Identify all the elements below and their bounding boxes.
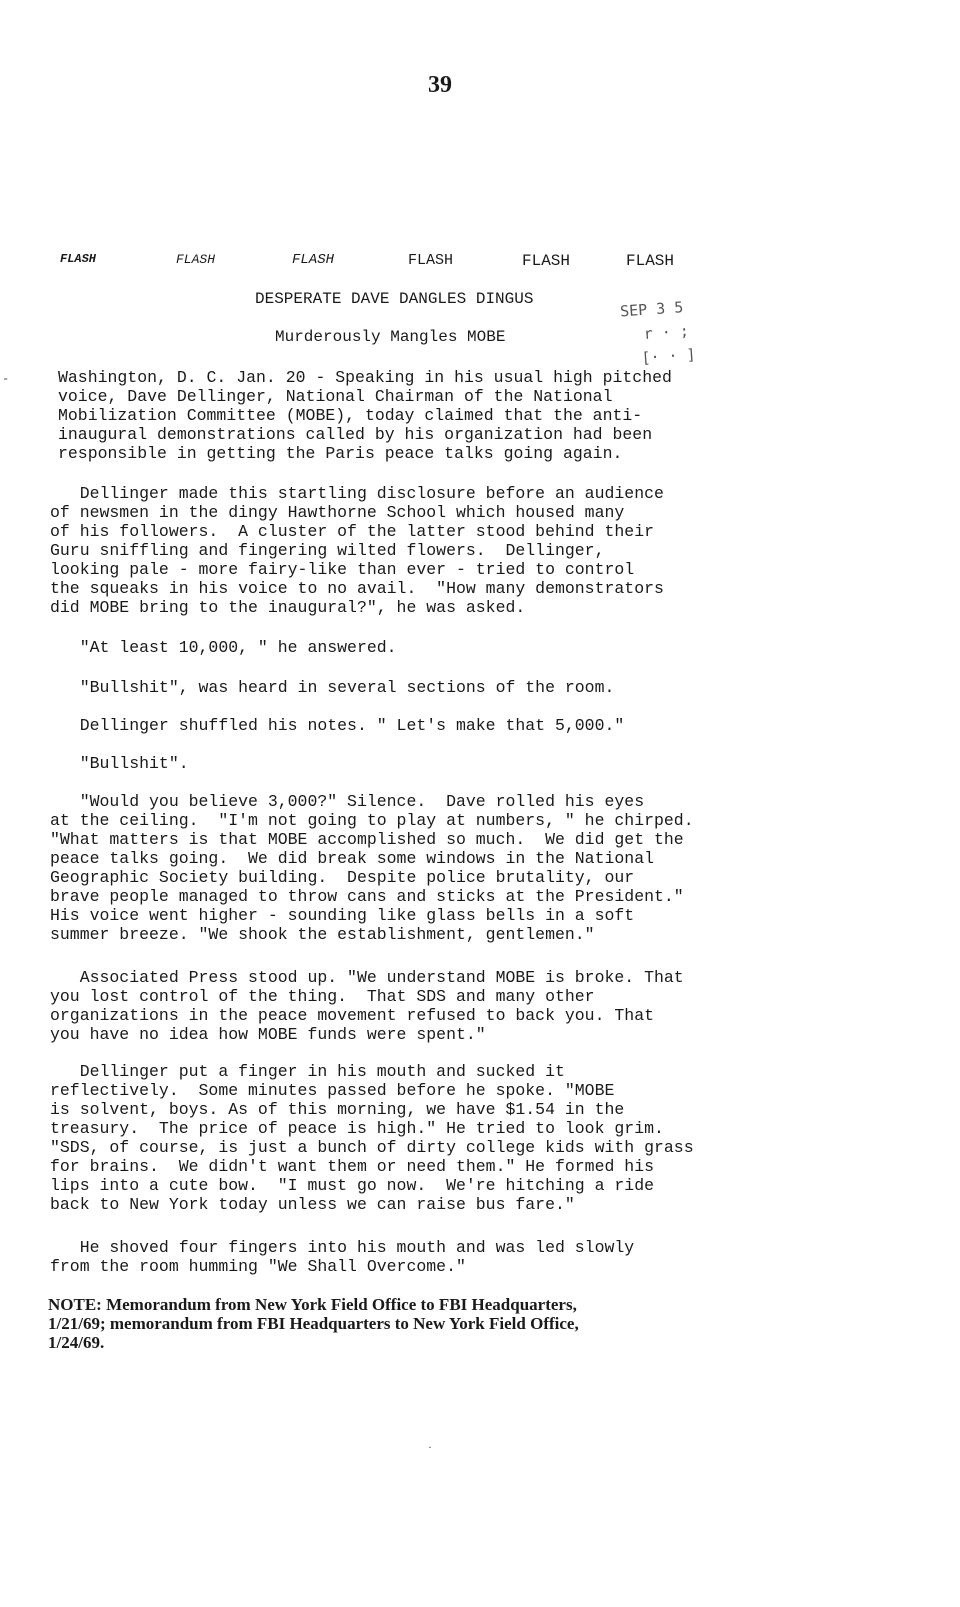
paragraph-line: looking pale - more fairy-like than ever - tried to control bbox=[50, 560, 635, 579]
flash-label: FLASH bbox=[522, 252, 571, 270]
source-note bbox=[48, 1295, 818, 1352]
note-line: NOTE: Memorandum from New York Field Office to FBI Headquarters, bbox=[48, 1295, 577, 1314]
flash-label: FLASH bbox=[626, 252, 675, 270]
paragraph-line: brave people managed to throw cans and sticks at the President." bbox=[50, 887, 684, 906]
paragraph-line: Associated Press stood up. "We understand MOBE is broke. That bbox=[50, 968, 684, 987]
paragraph-line: Geographic Society building. Despite police brutality, our bbox=[50, 868, 635, 887]
note-line: 1/21/69; memorandum from FBI Headquarters to New York Field Office, bbox=[48, 1314, 579, 1333]
flash-label: FLASH bbox=[408, 252, 454, 269]
stamp-line: r · ; bbox=[643, 321, 690, 343]
received-stamp bbox=[619, 293, 724, 380]
paragraph-line: for brains. We didn't want them or need them." He formed his bbox=[50, 1157, 654, 1176]
paragraph-line: you have no idea how MOBE funds were spent." bbox=[50, 1025, 486, 1044]
paragraph-line: Guru sniffling and fingering wilted flowers. Dellinger, bbox=[50, 541, 605, 560]
paragraph-line: Dellinger shuffled his notes. " Let's make that 5,000." bbox=[50, 716, 625, 735]
stamp-line: SEP 3 5 bbox=[619, 298, 684, 321]
paragraph-line: voice, Dave Dellinger, National Chairman of the National bbox=[58, 387, 613, 406]
stamp-line: [· · ] bbox=[640, 345, 697, 368]
paragraph-line: Dellinger put a finger in his mouth and sucked it bbox=[50, 1062, 565, 1081]
paragraph-line: "Bullshit". bbox=[50, 754, 189, 773]
paragraph-line: back to New York today unless we can raise bus fare." bbox=[50, 1195, 575, 1214]
paragraph-line: "SDS, of course, is just a bunch of dirty college kids with grass bbox=[50, 1138, 694, 1157]
paragraph-line: He shoved four fingers into his mouth and was led slowly bbox=[50, 1238, 635, 1257]
paragraph-line: His voice went higher - sounding like glass bells in a soft bbox=[50, 906, 635, 925]
paragraph-line: did MOBE bring to the inaugural?", he was asked. bbox=[50, 598, 526, 617]
paragraph-line: reflectively. Some minutes passed before he spoke. "MOBE bbox=[50, 1081, 615, 1100]
footer-mark: · bbox=[428, 1440, 432, 1454]
paragraph-line: "Would you believe 3,000?" Silence. Dave rolled his eyes bbox=[50, 792, 645, 811]
flash-label: FLASH bbox=[176, 252, 216, 267]
page-number: 39 bbox=[428, 72, 452, 98]
paragraph-line: Mobilization Committee (MOBE), today claimed that the anti- bbox=[58, 406, 643, 425]
paragraph-line: you lost control of the thing. That SDS and many other bbox=[50, 987, 595, 1006]
paragraph-line: Washington, D. C. Jan. 20 - Speaking in his usual high pitched bbox=[58, 368, 672, 387]
paragraph-line: of newsmen in the dingy Hawthorne School which housed many bbox=[50, 503, 625, 522]
margin-mark: - bbox=[2, 372, 10, 386]
paragraph-line: peace talks going. We did break some windows in the National bbox=[50, 849, 654, 868]
paragraph-line: at the ceiling. "I'm not going to play at numbers, " he chirped. bbox=[50, 811, 694, 830]
paragraph-line: Dellinger made this startling disclosure before an audience bbox=[50, 484, 664, 503]
flash-label: FLASH bbox=[60, 252, 97, 266]
paragraph-line: from the room humming "We Shall Overcome." bbox=[50, 1257, 466, 1276]
paragraph-line: "What matters is that MOBE accomplished so much. We did get the bbox=[50, 830, 684, 849]
paragraph-line: inaugural demonstrations called by his organization had been bbox=[58, 425, 653, 444]
paragraph-line: is solvent, boys. As of this morning, we have $1.54 in the bbox=[50, 1100, 625, 1119]
note-line: 1/24/69. bbox=[48, 1333, 105, 1352]
paragraph-line: of his followers. A cluster of the latter stood behind their bbox=[50, 522, 654, 541]
paragraph-line: the squeaks in his voice to no avail. "How many demonstrators bbox=[50, 579, 664, 598]
flash-label: FLASH bbox=[292, 252, 335, 268]
paragraph-line: treasury. The price of peace is high." He tried to look grim. bbox=[50, 1119, 664, 1138]
paragraph-line: responsible in getting the Paris peace talks going again. bbox=[58, 444, 623, 463]
subheadline: Murderously Mangles MOBE bbox=[275, 328, 506, 346]
paragraph-line: lips into a cute bow. "I must go now. We're hitching a ride bbox=[50, 1176, 654, 1195]
headline: DESPERATE DAVE DANGLES DINGUS bbox=[255, 290, 534, 308]
paragraph-line: "Bullshit", was heard in several sections of the room. bbox=[50, 678, 615, 697]
paragraph-line: summer breeze. "We shook the establishment, gentlemen." bbox=[50, 925, 595, 944]
paragraph-line: "At least 10,000, " he answered. bbox=[50, 638, 397, 657]
paragraph-line: organizations in the peace movement refused to back you. That bbox=[50, 1006, 654, 1025]
